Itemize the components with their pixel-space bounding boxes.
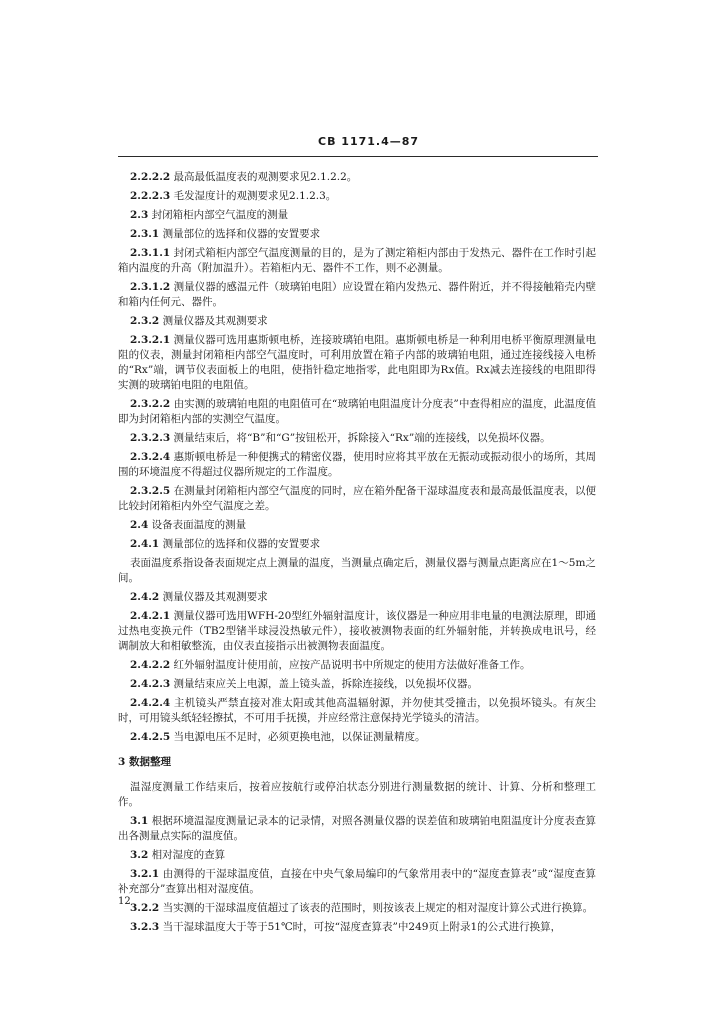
paragraph: [118, 867, 596, 897]
paragraph: [118, 730, 596, 745]
clause-number: 2.3.2.1: [130, 334, 171, 346]
clause-number: 2.3.2.4: [130, 451, 171, 463]
paragraph: [118, 814, 596, 844]
paragraph: [118, 556, 596, 586]
clause-text: 测量结束后，将“B”和“G”按钮松开，拆除接入“Rx”端的连接线，以免损坏仪器。: [173, 432, 551, 444]
clause-number: 2.3.2.3: [130, 432, 171, 444]
paragraph: [118, 848, 596, 863]
header-rule: [118, 156, 598, 157]
paragraph: [118, 590, 596, 605]
paragraph: [118, 696, 596, 726]
paragraph: [118, 901, 596, 916]
clause-text: 温湿度测量工作结束后，按着应按航行或停泊状态分别进行测量数据的统计、计算、分析和整理工作。: [118, 781, 596, 808]
page-number: 12: [118, 896, 131, 907]
clause-text: 测量仪器的感温元件（玻璃铂电阻）应设置在箱内发热元、器件附近，并不得接触箱壳内壁和箱内任何元、器件。: [118, 281, 596, 308]
clause-number: 2.3.2: [130, 315, 160, 327]
paragraph: [118, 431, 596, 446]
paragraph: [118, 780, 596, 810]
clause-number: 2.4.2.3: [130, 678, 171, 690]
clause-number: 2.2.2.3: [130, 190, 171, 202]
paragraph: [118, 314, 596, 329]
clause-text: 相对湿度的查算: [151, 849, 226, 861]
clause-text: 封闭箱柜内部空气温度的测量: [151, 209, 289, 221]
clause-number: 2.3.2.2: [130, 398, 171, 410]
clause-number: 3.2.3: [130, 921, 160, 933]
clause-number: 2.3: [130, 209, 149, 221]
paragraph: [118, 333, 596, 393]
clause-number: 3.2.2: [130, 902, 160, 914]
clause-text: 在测量封闭箱柜内部空气温度的同时，应在箱外配备干湿球温度表和最高最低温度表，以便比较封闭箱柜内外空气温度之差。: [118, 485, 596, 512]
clause-text: 设备表面温度的测量: [151, 519, 247, 531]
clause-text: 封闭式箱柜内部空气温度测量的目的，是为了测定箱柜内部由于发热元、器件在工作时引起箱内温度的升高（附加温升）。若箱柜内无、器件不工作，则不必测量。: [118, 247, 596, 274]
paragraph: [118, 537, 596, 552]
paragraph: [118, 189, 596, 204]
paragraph: [118, 609, 596, 654]
clause-text: 毛发湿度计的观测要求见2.1.2.3。: [173, 190, 337, 202]
clause-number: 2.3.1.1: [130, 247, 171, 259]
clause-text: 最高最低温度表的观测要求见2.1.2.2。: [173, 171, 358, 183]
clause-number: 3.2.1: [130, 868, 160, 880]
clause-text: 测量仪器可选用惠斯顿电桥，连接玻璃铂电阻。惠斯顿电桥是一种利用电桥平衡原理测量电阻的仪表，测量封闭箱柜内部空气温度时，可利用放置在箱子内部的玻璃铂电阻，通过连接线接入电桥的“Rx”端，调节仪表面板上的电阻，使指针稳定地指零，此电阻即为Rx值。Rx减去连接线的电阻即得实测的玻璃铂电阻的电阻值。: [118, 334, 596, 391]
clause-text: 红外辐射温度计使用前，应按产品说明书中所规定的使用方法做好准备工作。: [173, 659, 531, 671]
clause-number: 2.2.2.2: [130, 171, 171, 183]
clause-text: 惠斯顿电桥是一种便携式的精密仪器，使用时应将其平放在无振动或振动很小的场所，其周围的环境温度不得超过仪器所规定的工作温度。: [118, 451, 596, 478]
paragraph: [118, 227, 596, 242]
clause-text: 测量结束应关上电源，盖上镜头盖，拆除连接线，以免损坏仪器。: [173, 678, 479, 690]
standard-number-header: CB 1171.4—87: [318, 135, 420, 148]
clause-number: 2.4.2.2: [130, 659, 171, 671]
clause-text: 由测得的干湿球温度值，直接在中央气象局编印的气象常用表中的“湿度查算表”或“湿度查算补充部分”查算出相对湿度值。: [118, 868, 596, 895]
paragraph: [118, 246, 596, 276]
clause-text: 当干湿球温度大于等于51℃时，可按“湿度查算表”中249页上附录1的公式进行换算，: [162, 921, 562, 933]
clause-number: 2.4: [130, 519, 149, 531]
paragraph: [118, 677, 596, 692]
clause-number: 2.3.1: [130, 228, 160, 240]
clause-number: 2.3.1.2: [130, 281, 171, 293]
clause-text: 主机镜头严禁直接对准太阳或其他高温辐射源，并勿使其受撞击，以免损坏镜头。有灰尘时，可用镜头纸轻轻擦拭，不可用手抚摸，并应经常注意保持光学镜头的清洁。: [118, 697, 596, 724]
section-3-heading: 3 数据整理: [118, 756, 171, 768]
clause-text: 当电源电压不足时，必须更换电池，以保证测量精度。: [173, 731, 426, 743]
clause-number: 3.2: [130, 849, 149, 861]
paragraph: [118, 518, 596, 533]
clause-text: 测量部位的选择和仪器的安置要求: [162, 538, 321, 550]
clause-number: 2.4.2.5: [130, 731, 171, 743]
clause-number: 3.1: [130, 815, 149, 827]
clause-text: 测量仪器及其观测要求: [162, 315, 268, 327]
paragraph: [118, 658, 596, 673]
paragraph: [118, 397, 596, 427]
clause-number: 2.4.2: [130, 591, 160, 603]
clause-text: 根据环境温湿度测量记录本的记录情，对照各测量仪器的误差值和玻璃铂电阻温度计分度表查算出各测量点实际的温度值。: [118, 815, 596, 842]
clause-number: 2.4.2.1: [130, 610, 171, 622]
paragraph: [118, 450, 596, 480]
section-3-paragraphs: [118, 780, 596, 935]
clause-text: 由实测的玻璃铂电阻的电阻值可在“玻璃铂电阻温度计分度表”中查得相应的温度，此温度值即为封闭箱柜内部的实测空气温度。: [118, 398, 597, 425]
clause-number: 2.3.2.5: [130, 485, 171, 497]
clause-text: 当实测的干湿球温度值超过了该表的范围时，则按该表上规定的相对湿度计算公式进行换算。: [162, 902, 594, 914]
clause-number: 2.4.1: [130, 538, 160, 550]
paragraph: [118, 208, 596, 223]
clause-text: 表面温度系指设备表面规定点上测量的温度，当测量点确定后，测量仪器与测量点距离应在1～5m之间。: [118, 557, 596, 584]
paragraph: [118, 170, 596, 185]
clause-text: 测量仪器可选用WFH-20型红外辐射温度计，该仪器是一种应用非电量的电测法原理，即通过热电变换元件（TB2型锗半球浸没热敏元件），接收被测物表面的红外辐射能，并转换成电讯号，经调制放大和相敏整流，由仪表直接指示出被测物表面温度。: [118, 610, 596, 652]
clause-text: 测量部位的选择和仪器的安置要求: [162, 228, 321, 240]
paragraph: [118, 920, 596, 935]
clause-text: 测量仪器及其观测要求: [162, 591, 268, 603]
section-2-paragraphs: [118, 170, 596, 745]
clause-number: 2.4.2.4: [130, 697, 171, 709]
paragraph: [118, 280, 596, 310]
document-body: [118, 170, 596, 939]
paragraph: [118, 484, 596, 514]
